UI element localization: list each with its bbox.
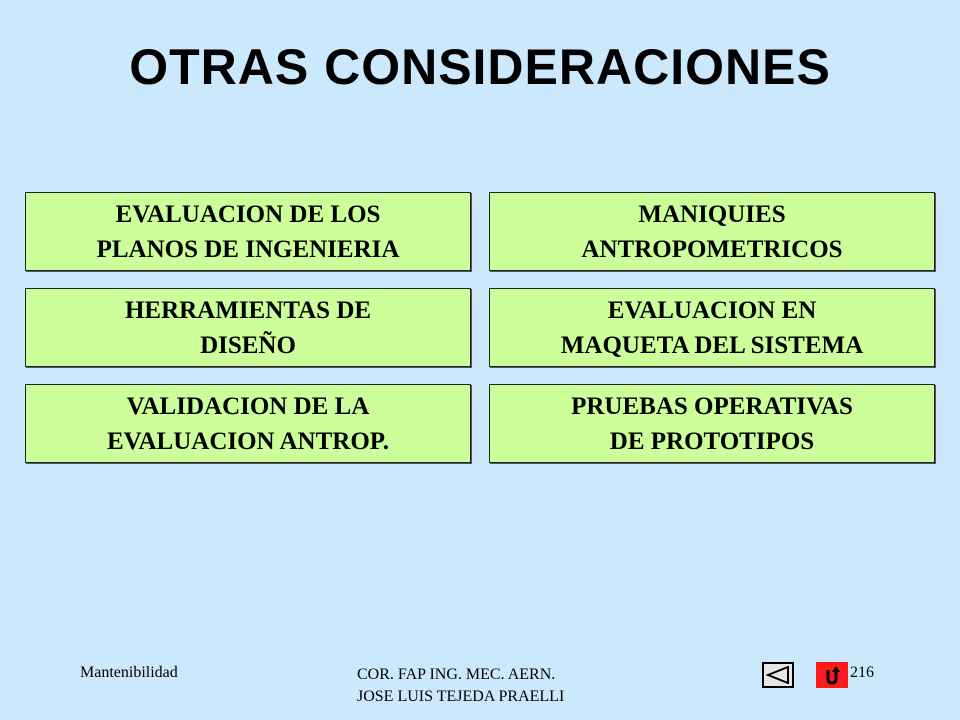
- box-line: PLANOS DE INGENIERIA: [96, 235, 400, 263]
- footer-left-text: Mantenibilidad: [80, 664, 178, 681]
- box-herramientas: [25, 288, 471, 367]
- page-number: 216: [850, 664, 874, 681]
- box-line: MANIQUIES: [638, 200, 786, 228]
- box-line: VALIDACION DE LA: [126, 392, 370, 420]
- box-pruebas-operativas: [489, 384, 935, 463]
- slide-title: OTRAS CONSIDERACIONES: [129, 39, 831, 95]
- box-line: PRUEBAS OPERATIVAS: [571, 392, 853, 420]
- box-line: EVALUACION ANTROP.: [106, 427, 389, 455]
- box-validacion: [25, 384, 471, 463]
- box-evaluacion-maqueta: [489, 288, 935, 367]
- box-evaluacion-planos: [25, 192, 471, 271]
- box-line: HERRAMIENTAS DE: [124, 296, 372, 324]
- box-line: ANTROPOMETRICOS: [581, 235, 843, 263]
- back-triangle-icon: [766, 666, 790, 684]
- back-button[interactable]: [762, 662, 794, 688]
- box-line: DE PROTOTIPOS: [609, 427, 815, 455]
- return-button[interactable]: [816, 662, 848, 688]
- box-line: DISEÑO: [200, 331, 296, 359]
- box-maniquies: [489, 192, 935, 271]
- box-line: MAQUETA DEL SISTEMA: [560, 331, 864, 359]
- footer-author-line: COR. FAP ING. MEC. AERN.: [357, 666, 556, 683]
- box-line: EVALUACION DE LOS: [115, 200, 381, 228]
- footer-author-line: JOSE LUIS TEJEDA PRAELLI: [357, 688, 565, 705]
- footer-author: [357, 664, 564, 708]
- return-u-turn-icon: [821, 664, 843, 686]
- box-line: EVALUACION EN: [607, 296, 817, 324]
